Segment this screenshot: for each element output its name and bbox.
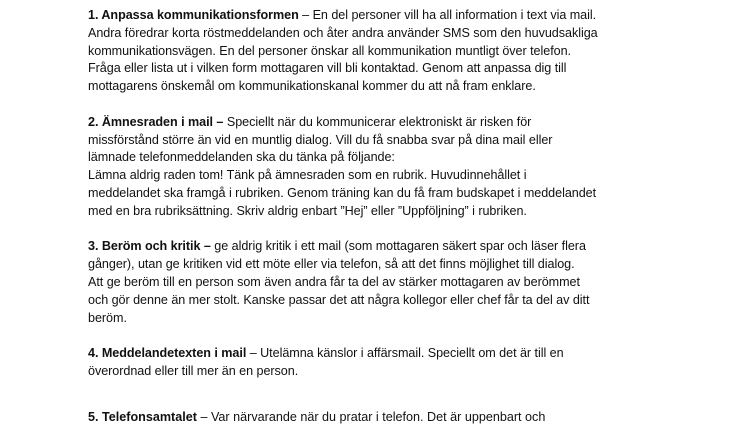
- paragraph-text: – En del personer vill ha all information i text via mail.: [298, 8, 597, 22]
- paragraph-line: överordnad eller till mer än en person.: [88, 363, 299, 378]
- paragraph-line: [88, 7, 728, 25]
- paragraph-line: missförstånd större än vid en muntlig dialog. Vill du få snabba svar på dina mail eller: [88, 132, 553, 147]
- paragraph-line: [88, 345, 728, 363]
- paragraph-line: och gör denne än mer stolt. Kanske passar det att några kollegor eller chef får ta del av ditt: [88, 292, 590, 307]
- paragraph-line: lämnade telefonmeddelanden ska du tänka på följande:: [88, 150, 395, 165]
- paragraph-line: beröm.: [88, 310, 127, 325]
- section-1: [88, 7, 728, 96]
- paragraph-line: gånger), utan ge kritiken vid ett möte eller via telefon, så att det finns möjlighet till dialog.: [88, 257, 575, 272]
- paragraph-line: Fråga eller lista ut i vilken form mottagaren vill bli kontaktad. Genom att anpassa dig till: [88, 61, 567, 76]
- section-heading: 5. Telefonsamtalet: [88, 410, 197, 424]
- paragraph-line: kommunikationsvägen. En del personer önskar all kommunikation muntligt över telefon.: [88, 43, 572, 58]
- paragraph-text: – Var närvarande när du pratar i telefon. Det är uppenbart och: [196, 410, 546, 424]
- paragraph-text: – Utelämna känslor i affärsmail. Speciellt om det är till en: [246, 346, 564, 361]
- paragraph-line: Lämna aldrig raden tom! Tänk på ämnesraden som en rubrik. Huvudinnehållet i: [88, 168, 527, 183]
- paragraph-line: mottagarens önskemål om kommunikationskanal kommer du att nå fram enklare.: [88, 79, 536, 94]
- section-2: [88, 114, 728, 221]
- paragraph-line: [88, 238, 728, 256]
- paragraph-line: [88, 114, 728, 132]
- section-4: [88, 345, 728, 381]
- paragraph-line: Att ge beröm till en person som även andra får ta del av stärker mottagaren av berömmet: [88, 274, 580, 289]
- paragraph-line: med en bra rubriksättning. Skriv aldrig enbart ”Hej” eller ”Uppföljning” i rubriken.: [88, 203, 527, 218]
- document-body: [88, 7, 728, 399]
- paragraph-text: ge aldrig kritik i ett mail (som mottagaren säkert spar och läser flera: [210, 239, 586, 254]
- section-heading: 1. Anpassa kommunikationsformen: [88, 8, 299, 22]
- paragraph-line: meddelandet ska framgå i rubriken. Genom träning kan du få fram budskapet i meddelandet: [88, 185, 597, 200]
- section-heading: 4. Meddelandetexten i mail: [88, 346, 247, 361]
- section-heading: 2. Ämnesraden i mail –: [88, 114, 224, 129]
- paragraph-line: Andra föredrar korta röstmeddelanden och åter andra använder SMS som den huvudsakliga: [88, 25, 598, 40]
- section-5-cutoff: [88, 409, 545, 427]
- paragraph-text: Speciellt när du kommunicerar elektroniskt är risken för: [223, 114, 532, 129]
- section-3: [88, 238, 728, 327]
- section-heading: 3. Beröm och kritik –: [88, 239, 211, 254]
